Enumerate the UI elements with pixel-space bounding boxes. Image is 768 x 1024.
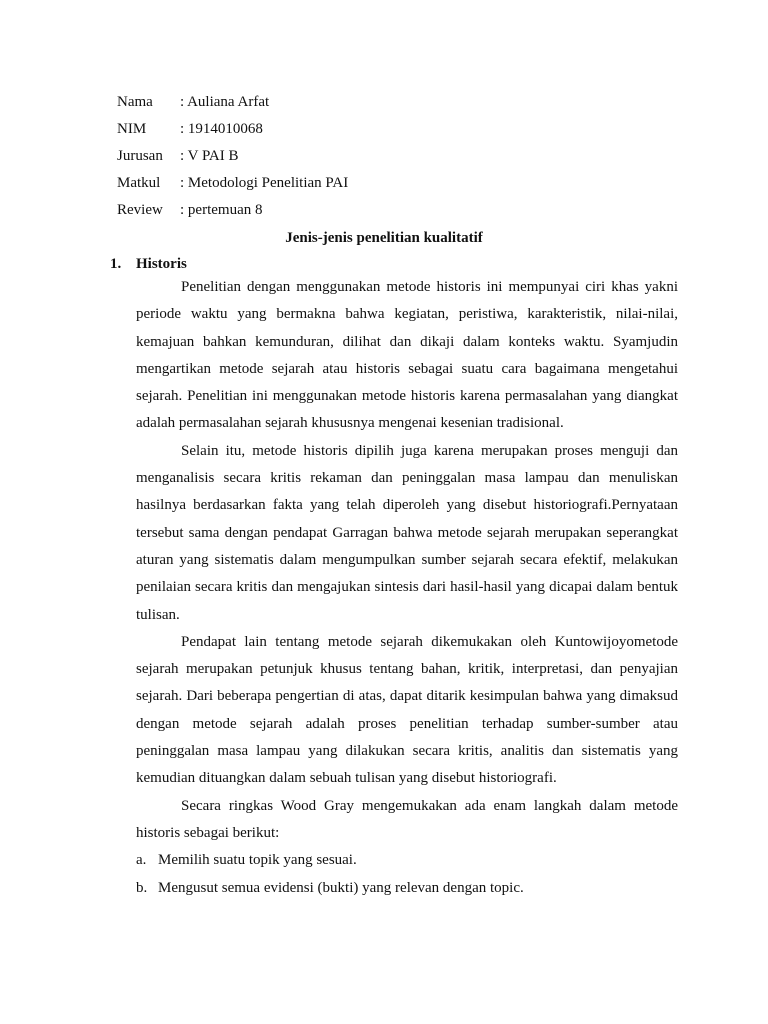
document-title: Jenis-jenis penelitian kualitatif <box>285 230 483 246</box>
info-label: NIM <box>117 121 147 137</box>
info-row-review <box>117 199 348 226</box>
section-title: Historis <box>136 256 187 272</box>
info-row-nim <box>117 118 348 145</box>
info-value: : V PAI B <box>180 148 239 164</box>
section-number: 1. <box>110 256 122 272</box>
paragraph: Secara ringkas Wood Gray mengemukakan ada enam langkah dalam metode historis sebagai berikut: <box>136 797 678 841</box>
section-body <box>136 274 678 902</box>
list-text: Mengusut semua evidensi (bukti) yang relevan dengan topic. <box>158 879 524 896</box>
info-label: Review <box>117 202 163 218</box>
student-info <box>117 91 348 226</box>
list-text: Memilih suatu topik yang sesuai. <box>158 852 357 869</box>
paragraph: Pendapat lain tentang metode sejarah dikemukakan oleh Kuntowijoyometode sejarah merupakan petunjuk khusus tentang bahan, kritik, interpretasi, dan penyajian sejarah. Dari beberapa pengertian di atas, dapat ditarik kesimpulan bahwa yang dimaksud dengan metode sejarah adalah proses penelitian terhadap sumber-sumber atau peninggalan masa lampau yang dilakukan secara kritis, analitis dan sistematis yang kemudian dituangkan dalam sebuah tulisan yang disebut historiografi. <box>136 633 678 787</box>
info-label: Jurusan <box>117 148 163 164</box>
list-item <box>136 847 678 874</box>
info-label: Nama <box>117 94 153 110</box>
section-heading <box>110 254 187 274</box>
paragraph: Penelitian dengan menggunakan metode historis ini mempunyai ciri khas yakni periode waktu yang bermakna bahwa kegiatan, peristiwa, karakteristik, nilai-nilai, kemajuan bahkan kemunduran, dilihat dan dikaji dalam konteks waktu. Syamjudin mengartikan metode sejarah atau historis sebagai suatu cara bagaimana mengetahui sejarah. Penelitian ini menggunakan metode historis karena permasalahan yang diangkat adalah permasalahan sejarah khususnya mengenai kesenian tradisional. <box>136 279 678 432</box>
info-value: : pertemuan 8 <box>180 202 263 218</box>
list-marker: a. <box>136 852 147 869</box>
info-value: : 1914010068 <box>180 121 263 137</box>
info-label: Matkul <box>117 175 161 191</box>
info-value: : Auliana Arfat <box>180 94 270 110</box>
info-row-jurusan <box>117 145 348 172</box>
list-marker: b. <box>136 879 148 896</box>
info-row-nama <box>117 91 348 118</box>
info-row-matkul <box>117 172 348 199</box>
paragraph: Selain itu, metode historis dipilih juga karena merupakan proses menguji dan menganalisis secara kritis rekaman dan peninggalan masa lampau dan menuliskan hasilnya berdasarkan fakta yang telah diperoleh yang disebut historiografi.Pernyataan tersebut sama dengan pendapat Garragan bahwa metode sejarah merupakan seperangkat aturan yang sistematis dalam mengumpulkan sumber sejarah secara efektif, melakukan penilaian secara kritis dan mengajukan sintesis dari hasil-hasil yang dicapai dalam bentuk tulisan. <box>136 442 678 623</box>
info-value: : Metodologi Penelitian PAI <box>180 175 349 191</box>
list-item <box>136 875 678 902</box>
